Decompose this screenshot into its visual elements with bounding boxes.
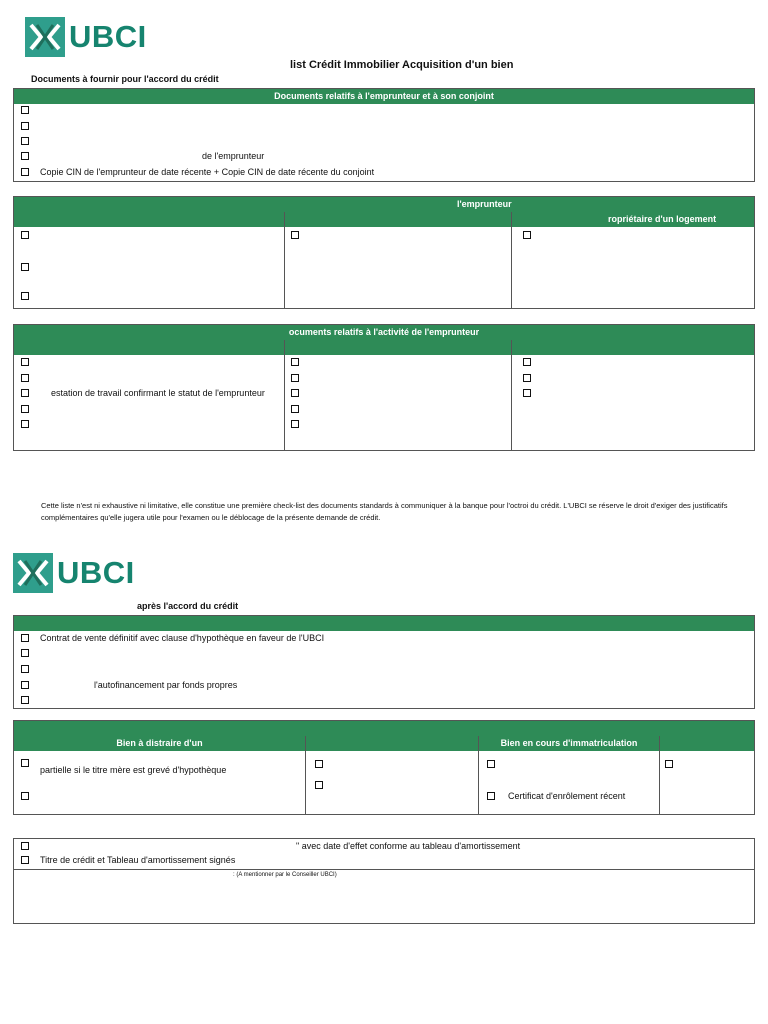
- checkbox[interactable]: [21, 405, 29, 413]
- section-header-label: l'emprunteur: [457, 199, 512, 209]
- checkbox[interactable]: [291, 374, 299, 382]
- checklist-item-label: partielle si le titre mère est grevé d'hypothèque: [40, 765, 227, 775]
- section-subtitle: Documents à fournir pour l'accord du crédit: [31, 74, 219, 84]
- checkbox[interactable]: [21, 681, 29, 689]
- checklist-item-label: l'autofinancement par fonds propres: [94, 680, 238, 690]
- checkbox[interactable]: [21, 137, 29, 145]
- section-header: ocuments relatifs à l'activité de l'emprunteur: [14, 325, 754, 340]
- checkbox[interactable]: [21, 649, 29, 657]
- section-header: [14, 721, 754, 736]
- checkbox[interactable]: [21, 152, 29, 160]
- checkbox[interactable]: [21, 168, 29, 176]
- section-header: Documents relatifs à l'emprunteur et à son conjoint: [14, 89, 754, 104]
- section-header: [14, 616, 754, 631]
- section-header: [14, 197, 754, 212]
- checklist-item-label: " avec date d'effet conforme au tableau d'amortissement: [296, 841, 521, 851]
- column-divider: [305, 736, 306, 815]
- checkbox[interactable]: [21, 856, 29, 864]
- checkbox[interactable]: [291, 405, 299, 413]
- checkbox[interactable]: [487, 760, 495, 768]
- page-title: list Crédit Immobilier Acquisition d'un bien: [290, 59, 514, 71]
- checkbox[interactable]: [21, 231, 29, 239]
- ubci-logo: [13, 553, 135, 593]
- checklist-item-label: Certificat d'enrôlement récent: [508, 791, 626, 801]
- checkbox[interactable]: [523, 231, 531, 239]
- checkbox[interactable]: [315, 760, 323, 768]
- checkbox[interactable]: [523, 389, 531, 397]
- ubci-logo: [25, 17, 147, 57]
- row-divider: [13, 869, 755, 870]
- checkbox[interactable]: [21, 842, 29, 850]
- checkbox[interactable]: [21, 389, 29, 397]
- checkbox[interactable]: [487, 792, 495, 800]
- ubci-logo-text: UBCI: [69, 19, 147, 54]
- post-approval-documents-box: [13, 615, 755, 709]
- checkbox[interactable]: [21, 759, 29, 767]
- column-header-row: [14, 340, 754, 355]
- ubci-logo-icon: [13, 553, 53, 593]
- advisor-note: : (A mentionner par le Conseiller UBCI): [233, 872, 337, 878]
- checkbox[interactable]: [315, 781, 323, 789]
- checkbox[interactable]: [21, 374, 29, 382]
- column-header-row: [14, 212, 754, 227]
- checkbox[interactable]: [291, 389, 299, 397]
- checkbox[interactable]: [21, 263, 29, 271]
- column-divider: [478, 736, 479, 815]
- checklist-item-label: Titre de crédit et Tableau d'amortissement signés: [40, 855, 236, 865]
- disclaimer-text: Cette liste n'est ni exhaustive ni limitative, elle constitue une première check-list des documents standards à communiquer à la banque pour l'octroi du crédit. L'UBCI se réserve le droit d'exiger des justificatifs complémentaires qu'elle jugera utile pour l'examen ou le déblocage de la présente demande de crédit.: [41, 501, 728, 522]
- checkbox[interactable]: [291, 231, 299, 239]
- ubci-logo-icon: [25, 17, 65, 57]
- column-header-label: Bien en cours d'immatriculation: [500, 738, 638, 748]
- checkbox[interactable]: [21, 122, 29, 130]
- checkbox[interactable]: [21, 634, 29, 642]
- borrower-property-box: [13, 196, 755, 309]
- checkbox[interactable]: [291, 420, 299, 428]
- checkbox[interactable]: [21, 106, 29, 114]
- checkbox[interactable]: [21, 292, 29, 300]
- checkbox[interactable]: [21, 792, 29, 800]
- checkbox[interactable]: [21, 665, 29, 673]
- checkbox[interactable]: [523, 358, 531, 366]
- column-divider: [284, 340, 285, 451]
- checkbox[interactable]: [291, 358, 299, 366]
- checklist-item-label: Copie CIN de l'emprunteur de date récente + Copie CIN de date récente du conjoint: [40, 167, 375, 177]
- column-header-label: Bien à distraire d'un: [116, 738, 203, 748]
- checkbox[interactable]: [21, 420, 29, 428]
- ubci-logo-text: UBCI: [57, 555, 135, 590]
- column-divider: [511, 340, 512, 451]
- checkbox[interactable]: [21, 358, 29, 366]
- checklist-item-label: Contrat de vente définitif avec clause d'hypothèque en faveur de l'UBCI: [40, 633, 325, 643]
- checkbox[interactable]: [21, 696, 29, 704]
- column-divider: [284, 212, 285, 309]
- column-divider: [511, 212, 512, 309]
- checklist-item-label: de l'emprunteur: [202, 151, 265, 161]
- checkbox[interactable]: [665, 760, 673, 768]
- column-header-label: ropriétaire d'un logement: [608, 214, 717, 224]
- section-subtitle: après l'accord du crédit: [137, 601, 239, 611]
- column-divider: [659, 736, 660, 815]
- checklist-item-label: estation de travail confirmant le statut de l'emprunteur: [51, 388, 265, 398]
- checkbox[interactable]: [523, 374, 531, 382]
